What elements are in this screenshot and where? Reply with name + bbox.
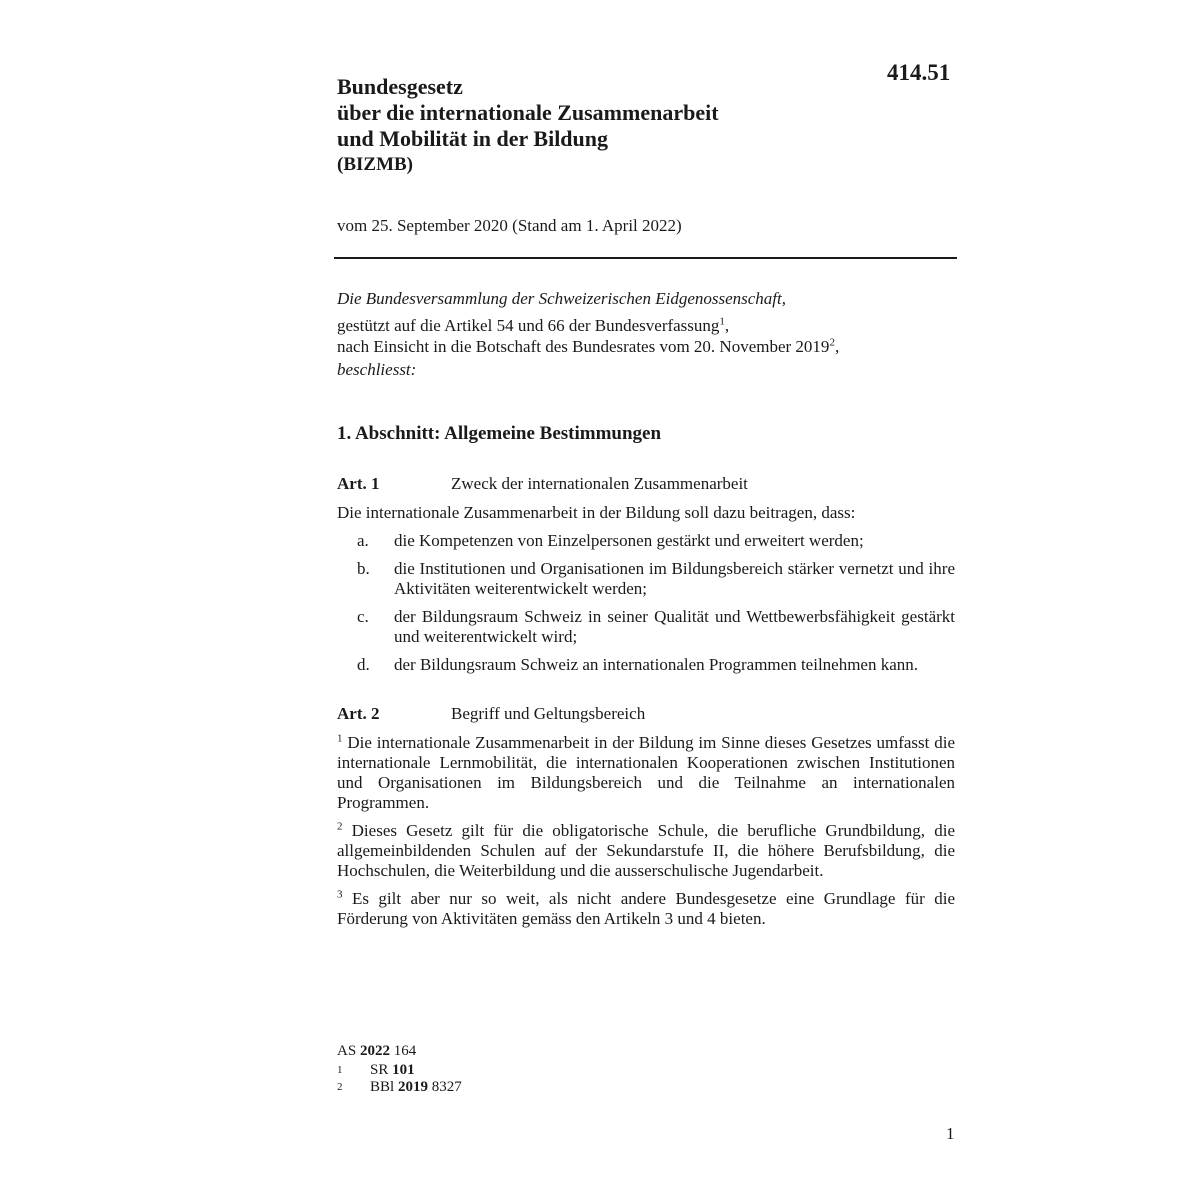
list-letter: d.	[357, 655, 370, 674]
article-paragraph: $^3$ Es gilt aber nur so weit, als nicht andere Bundesgesetze eine Grundlage für die Förderung von Aktivitäten gemäss den Artikeln 3 und 4 bieten.	[337, 888, 955, 928]
article-paragraph: $^1$ Die internationale Zusammenarbeit in der Bildung im Sinne dieses Gesetzes umfasst die internationale Lernmobilität, die internationalen Kooperationen zwischen Institutionen und Organisationen im Bildungsbereich und die Teilnahme an internationalen Programmen.	[337, 732, 955, 812]
header-divider	[334, 257, 957, 259]
paragraph-number: 2	[337, 820, 343, 833]
list-text: die Kompetenzen von Einzelpersonen gestärkt und erweitert werden;	[394, 531, 864, 550]
article-2-heading	[337, 704, 645, 724]
page-number: 1	[946, 1124, 955, 1143]
footnote: 2 BBl 2019 8327	[337, 1079, 462, 1095]
paragraph-number: 3	[337, 888, 343, 901]
legal-basis: gestützt auf die Artikel 54 und 66 der Bundesverfassung$^1$,	[337, 315, 730, 335]
title-line: über die internationale Zusammenarbeit	[337, 100, 719, 125]
law-date: vom 25. September 2020 (Stand am 1. April 2022)	[337, 216, 682, 235]
title-line: Bundesgesetz	[337, 74, 463, 99]
paragraph-number: 1	[337, 732, 343, 745]
law-abbreviation: (BIZMB)	[337, 154, 413, 175]
list-text: der Bildungsraum Schweiz in seiner Qualität und Wettbewerbsfähigkeit gestärkt und weiterentwickelt wird;	[394, 607, 955, 646]
footnote-ref[interactable]: 1	[719, 315, 725, 328]
footnote-number: 2	[337, 1081, 343, 1093]
list-text: der Bildungsraum Schweiz an internationalen Programmen teilnehmen kann.	[394, 655, 919, 674]
footnote-ref[interactable]: 2	[829, 336, 835, 349]
article-paragraph: $^2$ Dieses Gesetz gilt für die obligatorische Schule, die berufliche Grundbildung, die allgemeinbildenden Schulen auf der Sekundarstufe II, die höhere Berufsbildung, die Hochschulen, die Weiterbildung und die ausserschulische Jugendarbeit.	[337, 820, 955, 880]
list-letter: b.	[357, 559, 370, 578]
footnote-number: 1	[337, 1064, 343, 1076]
article-number: Art. 1	[337, 474, 380, 493]
article-title: Begriff und Geltungsbereich	[451, 704, 646, 723]
article-title: Zweck der internationalen Zusammenarbeit	[451, 474, 748, 493]
article-1-heading	[337, 474, 748, 494]
preamble	[337, 288, 957, 380]
list-letter: c.	[357, 607, 369, 626]
official-collection-ref: AS 2022 164	[337, 1043, 417, 1059]
list-letter: a.	[357, 531, 369, 550]
message-reference: nach Einsicht in die Botschaft des Bundesrates vom 20. November 2019$^2$,	[337, 336, 840, 356]
list-text: die Institutionen und Organisationen im Bildungsbereich stärker vernetzt und ihre Aktivitäten weiterentwickelt werden;	[394, 559, 955, 598]
section-heading: 1. Abschnitt: Allgemeine Bestimmungen	[337, 423, 662, 444]
article-1-intro: Die internationale Zusammenarbeit in der Bildung soll dazu beitragen, dass:	[337, 503, 856, 522]
law-title	[337, 74, 897, 152]
decides: beschliesst:	[337, 360, 417, 379]
title-line: und Mobilität in der Bildung	[337, 126, 609, 151]
sr-number: 414.51	[887, 60, 951, 85]
article-number: Art. 2	[337, 704, 380, 723]
enacting-body: Die Bundesversammlung der Schweizerischen Eidgenossenschaft,	[337, 289, 786, 308]
footnote: 1 SR 101	[337, 1062, 415, 1078]
